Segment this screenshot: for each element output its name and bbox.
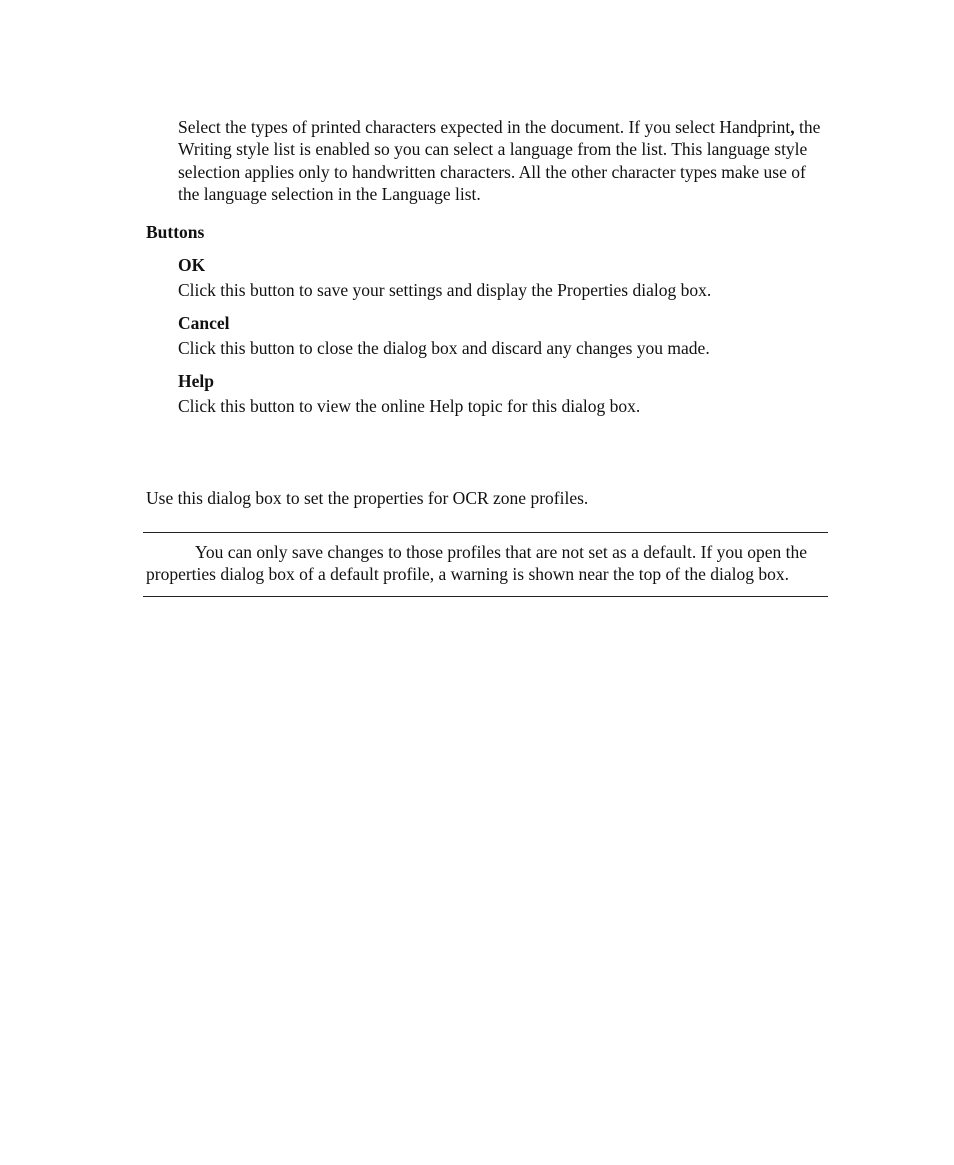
ocr-dialog-intro: Use this dialog box to set the properties for OCR zone profiles. (146, 488, 589, 508)
button-term-help: Help (178, 371, 214, 391)
button-description-ok: Click this button to save your settings and display the Properties dialog box. (178, 280, 712, 300)
button-entry-cancel (178, 312, 828, 359)
character-types-paragraph (178, 116, 828, 206)
button-entry-ok (178, 254, 828, 301)
button-description-cancel: Click this button to close the dialog box and discard any changes you made. (178, 338, 710, 358)
button-description-help: Click this button to view the online Help topic for this dialog box. (178, 396, 641, 416)
note-box (143, 532, 828, 597)
character-types-text-before: Select the types of printed characters expected in the document. If you select Handprint (178, 117, 791, 137)
button-entry-help (178, 370, 828, 417)
character-types-comma: , (790, 117, 795, 137)
button-term-cancel: Cancel (178, 313, 230, 333)
button-term-ok: OK (178, 255, 206, 275)
note-text: You can only save changes to those profiles that are not set as a default. If you open the properties dialog box of a default profile, a warning is shown near the top of the dialog box. (146, 542, 808, 585)
character-types-text-after: the Writing style list is enabled so you can select a language from the list. This language style selection applies only to handwritten characters. All the other character types make use of the language selection in the Language list. (178, 117, 821, 205)
buttons-section-heading: Buttons (146, 222, 205, 242)
